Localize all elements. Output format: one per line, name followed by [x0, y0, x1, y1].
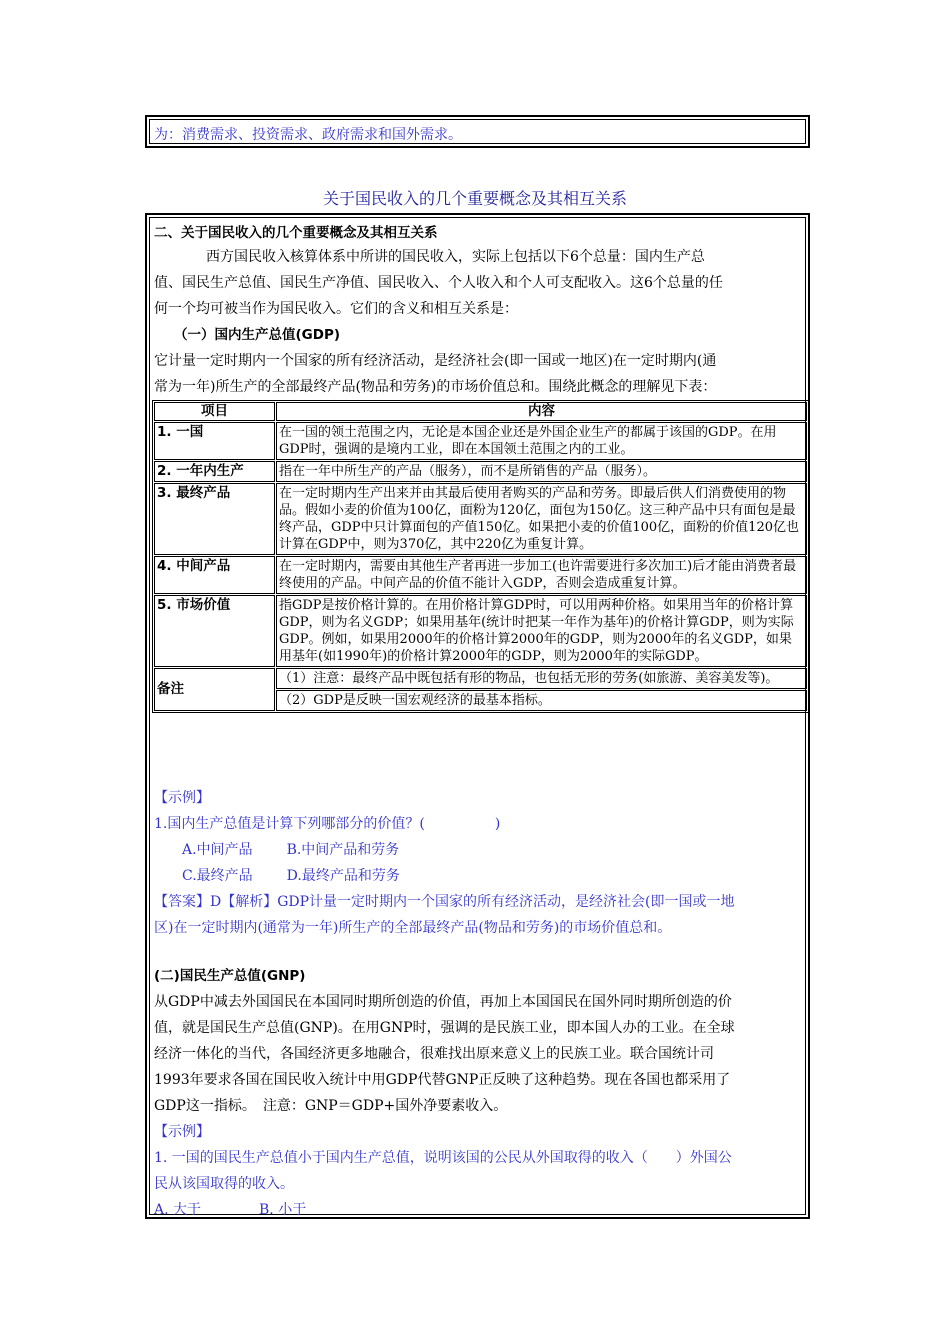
table-row-note: [154, 668, 807, 689]
gdp-definition-line-2: 常为一年)所生产的全部最终产品(物品和劳务)的市场价值总和。围绕此概念的理解见下表：: [154, 379, 717, 395]
row-key: 3. 最终产品: [154, 483, 275, 555]
intro-line-1: 西方国民收入核算体系中所讲的国民收入，实际上包括以下6个总量：国内生产总: [206, 249, 705, 265]
option-b: B. 小于: [259, 1202, 307, 1218]
intro-line-2: 值、国民生产总值、国民生产净值、国民收入、个人收入和个人可支配收入。这6个总量的任: [154, 275, 723, 291]
note-2: （2）GDP是反映一国宏观经济的最基本指标。: [276, 690, 807, 711]
row-value: 指在一年中所生产的产品（服务），而不是所销售的产品（服务）。: [276, 461, 807, 482]
option-a: A. 大于: [154, 1202, 202, 1218]
gnp-line-3: 经济一体化的当代，各国经济更多地融合，很难找出原来意义上的民族工业。联合国统计司: [154, 1046, 714, 1062]
option-b: B.中间产品和劳务: [286, 842, 400, 858]
row-value: 指GDP是按价格计算的。在用价格计算GDP时，可以用两种价格。如果用当年的价格计算GDP，则为名义GDP；如果用基年(统计时把某一年作为基年)的价格计算GDP，则为实际GDP。例如，如果用2000年的价格计算2000年的GDP，则为2000年的名义GDP，如果用基年(如1990年)的价格计算2000年的GDP，则为2000年的实际GDP。: [276, 595, 807, 667]
gnp-line-4: 1993年要求各国在国民收入统计中用GDP代替GNP正反映了这种趋势。现在各国也都采用了: [154, 1072, 731, 1088]
row-key: 4. 中间产品: [154, 556, 275, 594]
row-value: 在一国的领土范围之内，无论是本国企业还是外国企业生产的都属于该国的GDP。在用GDP时，强调的是境内工业，即在本国领土范围之内的工业。: [276, 422, 807, 460]
row-key: 5. 市场价值: [154, 595, 275, 667]
note-key: 备注: [154, 668, 275, 711]
example-1-label: 【示例】: [154, 790, 210, 806]
gnp-line-5: GDP这一指标。 注意：GNP＝GDP+国外净要素收入。: [154, 1098, 508, 1114]
gdp-concept-table: [152, 400, 809, 713]
table-row: [154, 422, 807, 460]
example-1-options-ab: [182, 837, 801, 863]
page-title: 关于国民收入的几个重要概念及其相互关系: [322, 189, 627, 208]
gnp-line-2: 值，就是国民生产总值(GNP)。在用GNP时，强调的是民族工业，即本国人办的工业。在全球: [154, 1020, 735, 1036]
gdp-definition-line-1: 它计量一定时期内一个国家的所有经济活动，是经济社会(即一国或一地区)在一定时期内(通: [154, 353, 717, 369]
table-header-content: 内容: [276, 402, 807, 421]
note-1: （1）注意：最终产品中既包括有形的物品，也包括无形的劳务(如旅游、美容美发等)。: [276, 668, 807, 689]
row-key: 1. 一国: [154, 422, 275, 460]
table-row: [154, 556, 807, 594]
example-1-question: 1.国内生产总值是计算下列哪部分的价值？( ): [154, 816, 501, 832]
example-2-options: [154, 1197, 801, 1223]
content-box-inner: [149, 217, 806, 1218]
row-value: 在一定时期内生产出来并由其最后使用者购买的产品和劳务。即最后供人们消费使用的物品。假如小麦的价值为100亿，面粉为120亿，面包为150亿。这三种产品中只有面包是最终产品，GDP中只计算面包的产值150亿。如果把小麦的价值100亿，面粉的价值120亿也计算在GDP中，则为370亿，其中220亿为重复计算。: [276, 483, 807, 555]
table-header-row: [154, 402, 807, 421]
example-1-options-cd: [182, 863, 801, 889]
example-1-answer-line-2: 区)在一定时期内(通常为一年)所生产的全部最终产品(物品和劳务)的市场价值总和。: [154, 920, 672, 936]
row-key: 2. 一年内生产: [154, 461, 275, 482]
example-2-question-line-1: 1. 一国的国民生产总值小于国内生产总值，说明该国的公民从外国取得的收入（ ）外国公: [154, 1150, 732, 1166]
top-text-box: [145, 115, 810, 148]
example-2-question-line-2: 民从该国取得的收入。: [154, 1176, 294, 1192]
content-box: [145, 213, 810, 1219]
gdp-heading: （一）国内生产总值(GDP): [174, 327, 341, 343]
section-heading: 二、关于国民收入的几个重要概念及其相互关系: [154, 225, 438, 241]
row-value: 在一定时期内，需要由其他生产者再进一步加工(也许需要进行多次加工)后才能由消费者最终使用的产品。中间产品的价值不能计入GDP，否则会造成重复计算。: [276, 556, 807, 594]
table-row: [154, 483, 807, 555]
table-header-item: 项目: [154, 402, 275, 421]
demand-list-text: 为：消费需求、投资需求、政府需求和国外需求。: [154, 127, 462, 143]
gnp-line-1: 从GDP中减去外国国民在本国同时期所创造的价值，再加上本国国民在国外同时期所创造的价: [154, 994, 732, 1010]
top-text-box-inner: [149, 119, 806, 144]
example-2-label: 【示例】: [154, 1124, 210, 1140]
example-1-answer-line-1: 【答案】D【解析】GDP计量一定时期内一个国家的所有经济活动，是经济社会(即一国或一地: [154, 894, 735, 910]
option-a: A.中间产品: [182, 842, 253, 858]
table-row: [154, 461, 807, 482]
table-row: [154, 595, 807, 667]
gnp-heading: (二)国民生产总值(GNP): [154, 968, 306, 984]
option-d: D.最终产品和劳务: [286, 868, 400, 884]
intro-line-3: 何一个均可被当作为国民收入。它们的含义和相互关系是：: [154, 301, 518, 317]
option-c: C.最终产品: [182, 868, 253, 884]
